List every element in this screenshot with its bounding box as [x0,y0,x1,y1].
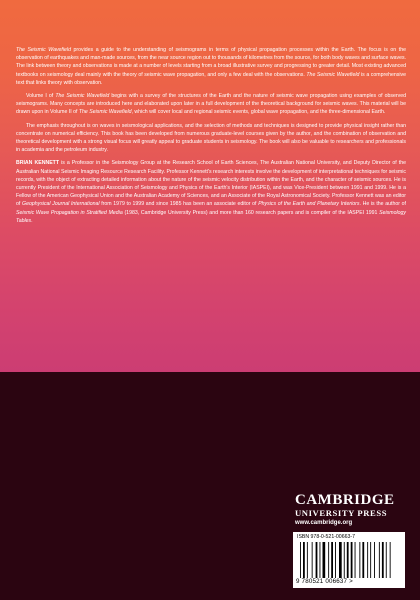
blurb-text [16,46,406,230]
isbn-label: ISBN 978-0-521-00663-7 [297,534,355,540]
author-name: BRIAN KENNETT [16,160,59,167]
blurb-text-run: begins with a survey of the structures of the Earth and the nature of seismic wave propagation using examples of observed seismograms. Many concepts are introduced here and elaborated upon later in a full development of the theoretical background for seismic waves. This material will be drawn upon in Volume II of [16,93,406,116]
blurb-paragraph-3: The emphasis throughout is on waves in seismological applications, and the selection of methods and techniques is designed to provide physical insight rather than concentrate on numerical efficiency. This book has been developed from numerous graduate-level courses given by the author, and the combination of observation and theoretical development with a strong visual focus will greatly appeal to graduate students in seismology. The book will also be valuable to researchers and professionals in academia and the petroleum industry. [16,122,406,154]
blurb-paragraph-2 [16,92,406,117]
blurb-text-run: provides a guide to the understanding of seismograms in terms of physical propagation processes within the Earth. The focus is on the observation of earthquakes and man-made sources, from the near source region out to thousands of kilometres from the source, for both body waves and surface waves. The link between theory and observations is made at a number of levels starting from a broad illustrative survey and progressing to greater detail. Most existing advanced textbooks on seismology deal mainly with the theory of seismic wave propagation, and only a few deal with the observations. [16,47,406,78]
publisher-name: CAMBRIDGE [295,492,395,508]
book-title-ref: The Seismic Wavefield [306,71,360,78]
barcode-digits: 9 780521 006637 > [296,578,353,585]
blurb-paragraph-1 [16,46,406,87]
blurb-text-run: Volume I of [26,93,56,100]
book-title-ref: Seismic Wave Propagation in Stratified Media [16,209,123,216]
bio-text-run: is a Professor in the Seismology Group at the Research School of Earth Sciences, The Australian National University, and Deputy Director of the Australian National Seismic Imaging Resource Research Facility. Professor Kennett's research interests involve the development of interpretational techniques for seismic records, with the object of extracting detailed information about the nature of the seismic velocity distribution within the Earth, and the character of seismic sources. He is currently President of the International Association of Seismology and Physics of the Earth's Interior (IASPEI), and was Vice-President between 1991 and 1999. He is a Fellow of the American Geophysical Union and the Australian Academy of Sciences, and an Associate of the Royal Astronomical Society. Professor Kennett was an editor of [16,160,406,208]
bio-text-run: from 1979 to 1999 and since 1985 has been an associate editor of [99,201,259,208]
publisher-logo [295,493,405,528]
blurb-text-run: , which will cover local and regional seismic events, global wave propagation, and the three-dimensional Earth. [131,109,386,116]
blurb-text-run: is a comprehensive text that links theory with observation. [16,71,406,86]
bio-text-run: (1983, Cambridge University Press) and more than 160 research papers and is compiler of the IASPEI 1991 [122,209,380,216]
barcode-box [293,532,405,588]
bio-text-run: . He is the author of [359,201,406,208]
book-title-ref: The Seismic Wavefield [16,47,71,53]
publisher-url: www.cambridge.org [295,520,353,526]
book-title-ref: Seismology Tables [16,209,406,224]
barcode-icon [299,542,399,578]
book-title-ref: The Seismic Wavefield [55,93,110,100]
journal-title: Physics of the Earth and Planetary Interiors [258,201,360,208]
bio-text-run: . [31,217,33,224]
book-title-ref: The Seismic Wavefield [78,109,132,116]
author-bio [16,159,406,225]
publisher-subtitle: UNIVERSITY PRESS [295,508,388,518]
journal-title: Geophysical Journal International [22,201,100,208]
